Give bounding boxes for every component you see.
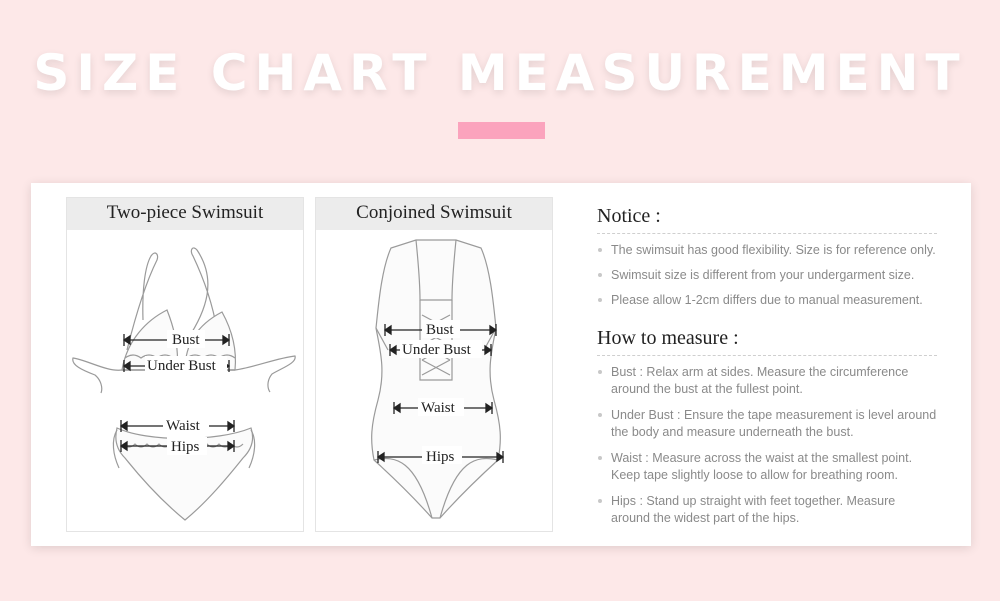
measure-item-under-bust: Under Bust : Ensure the tape measurement is level around the body and measure underneath the bust. [597, 407, 937, 441]
notice-list [597, 242, 937, 309]
notice-item: Swimsuit size is different from your undergarment size. [597, 267, 937, 284]
notice-item: The swimsuit has good flexibility. Size is for reference only. [597, 242, 937, 259]
two-piece-bust-label: Bust [172, 332, 200, 348]
page-title: SIZE CHART MEASUREMENT [33, 44, 967, 102]
two-piece-panel [66, 197, 304, 532]
two-piece-title: Two-piece Swimsuit [67, 198, 303, 230]
conjoined-title: Conjoined Swimsuit [316, 198, 552, 230]
one-piece-illustration-icon [316, 230, 552, 531]
size-chart-card [31, 183, 971, 546]
two-piece-waist-label: Waist [166, 418, 200, 434]
conjoined-under-bust-label: Under Bust [402, 342, 471, 358]
bikini-illustration-icon [67, 230, 303, 531]
measure-item-hips: Hips : Stand up straight with feet together. Measure around the widest part of the hips. [597, 493, 937, 527]
notice-heading: Notice : [597, 205, 937, 234]
conjoined-hips-label: Hips [426, 449, 455, 465]
how-to-measure-heading: How to measure : [597, 327, 937, 356]
info-column [597, 205, 937, 536]
title-underline [455, 122, 545, 139]
how-to-measure-list [597, 364, 937, 527]
measure-item-waist: Waist : Measure across the waist at the smallest point. Keep tape slightly loose to allow for breathing room. [597, 450, 937, 484]
conjoined-panel [315, 197, 553, 532]
two-piece-hips-label: Hips [171, 439, 200, 455]
two-piece-under-bust-label: Under Bust [147, 358, 216, 374]
conjoined-bust-label: Bust [426, 322, 454, 338]
notice-item: Please allow 1-2cm differs due to manual measurement. [597, 292, 937, 309]
measure-item-bust: Bust : Relax arm at sides. Measure the circumference around the bust at the fullest point. [597, 364, 937, 398]
conjoined-waist-label: Waist [421, 400, 455, 416]
